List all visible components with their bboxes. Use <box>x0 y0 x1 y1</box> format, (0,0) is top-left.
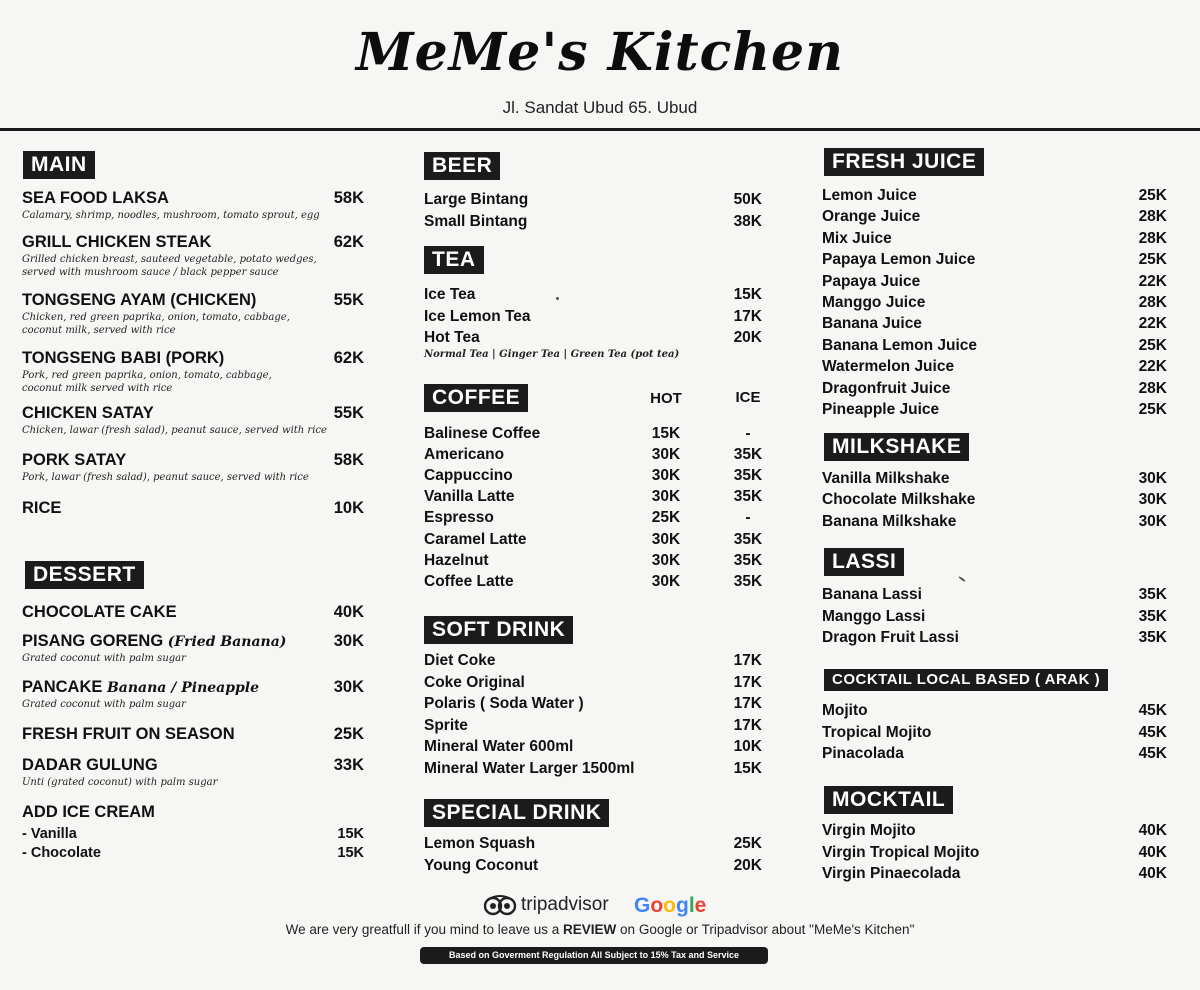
coffee-item-ice-price: 35K <box>733 572 763 590</box>
drink-item-name: Pineapple Juice <box>822 401 940 418</box>
drink-item-price: 17K <box>733 716 762 734</box>
tripadvisor-logo[interactable] <box>483 894 609 916</box>
drink-item-price: 40K <box>1138 822 1167 839</box>
menu-item-price: 55K <box>333 404 364 422</box>
drink-item-name: Dragonfruit Juice <box>822 379 951 397</box>
drink-item-name: Pinacolada <box>822 745 904 762</box>
drink-item-name: Papaya Lemon Juice <box>822 251 976 269</box>
drink-item-name: Coke Original <box>424 673 525 691</box>
drink-item-price: 35K <box>1138 586 1167 603</box>
drink-item-price: 22K <box>1138 358 1167 376</box>
drink-item-name: Watermelon Juice <box>822 358 955 376</box>
drink-item-price: 17K <box>733 307 762 325</box>
coffee-item-hot-price: 30K <box>651 530 681 548</box>
drink-item-name: Ice Lemon Tea <box>424 307 531 325</box>
coffee-item-ice-price: 35K <box>733 551 763 569</box>
dessert-item-name: ADD ICE CREAM <box>22 803 155 821</box>
coffee-item-name: Espresso <box>424 509 494 527</box>
dessert-item-description: Grated coconut with palm sugar <box>22 653 186 664</box>
dessert-item-price: 30K <box>333 632 364 650</box>
restaurant-title: MeMe's Kitchen <box>356 22 844 83</box>
dessert-item-name: PANCAKE Banana / Pineapple <box>22 678 260 696</box>
drink-item-name: Mix Juice <box>822 229 892 247</box>
drink-item-price: 28K <box>1138 208 1167 226</box>
dessert-item-price: 30K <box>333 678 364 696</box>
menu-item-price: 10K <box>333 499 364 517</box>
coffee-item-name: Caramel Latte <box>424 530 527 548</box>
drink-item-price: 45K <box>1138 745 1167 762</box>
dessert-item-description: Unti (grated coconut) with palm sugar <box>22 777 218 788</box>
drink-item-price: 28K <box>1138 294 1167 311</box>
google-letter: o <box>650 894 664 917</box>
tax-notice-badge: Based on Goverment Regulation All Subject to 15% Tax and Service <box>420 947 768 964</box>
coffee-item-hot-price: 30K <box>651 488 681 506</box>
drink-item-name: Banana Lassi <box>822 586 922 603</box>
drink-item-price: 45K <box>1138 723 1167 741</box>
menu-item-name: SEA FOOD LAKSA <box>22 189 169 207</box>
drink-item-name: Orange Juice <box>822 208 921 226</box>
drink-item-name: Sprite <box>424 716 468 734</box>
drink-item-price: 10K <box>733 738 762 756</box>
drink-item-name: Mineral Water 600ml <box>424 738 574 756</box>
drink-item-name: Banana Milkshake <box>822 512 957 530</box>
drink-item-name: Banana Lemon Juice <box>822 336 978 354</box>
menu-item-name: TONGSENG AYAM (CHICKEN) <box>22 291 257 309</box>
section-heading-tea: TEA <box>424 246 484 274</box>
dessert-item-description: Grated coconut with palm sugar <box>22 699 186 710</box>
drink-item-price: 15K <box>733 286 762 303</box>
menu-header <box>0 0 1200 130</box>
coffee-item-ice-price: 35K <box>733 530 763 548</box>
section-heading-coffee: COFFEE <box>424 384 528 412</box>
section-heading-special-drink: SPECIAL DRINK <box>424 799 609 827</box>
drink-item-price: 25K <box>1138 187 1167 204</box>
drink-item-price: 25K <box>733 835 762 852</box>
drink-item-name: Hot Tea <box>424 329 480 346</box>
drink-item-price: 40K <box>1138 843 1167 861</box>
google-logo[interactable] <box>634 894 706 918</box>
menu-item-description: Pork, red green paprika, onion, tomato, cabbage, <box>22 370 272 381</box>
coffee-item-ice-price: - <box>745 425 751 442</box>
restaurant-address: Jl. Sandat Ubud 65. Ubud <box>502 98 698 117</box>
google-letter: G <box>634 894 651 917</box>
dessert-item-price: 33K <box>333 756 364 774</box>
google-letter: g <box>676 894 689 917</box>
dessert-item-price: 15K <box>337 845 364 861</box>
section-heading-dessert: DESSERT <box>25 561 144 589</box>
menu-item-name: PORK SATAY <box>22 451 127 469</box>
coffee-item-name: Balinese Coffee <box>424 425 541 442</box>
coffee-item-hot-price: 15K <box>651 425 681 442</box>
google-letter: o <box>663 894 676 917</box>
google-letter: l <box>688 894 695 917</box>
coffee-item-name: Hazelnut <box>424 551 489 569</box>
coffee-item-ice-price: 35K <box>733 446 763 464</box>
tripadvisor-owl-icon <box>483 894 517 916</box>
drink-item-name: Virgin Mojito <box>822 822 916 839</box>
dessert-item-name: FRESH FRUIT ON SEASON <box>22 725 235 743</box>
drink-item-name: Manggo Lassi <box>822 607 926 625</box>
drink-item-price: 45K <box>1138 702 1167 719</box>
coffee-item-ice-price: 35K <box>733 488 763 506</box>
coffee-item-ice-price: - <box>745 509 751 527</box>
dessert-item-price: 15K <box>337 826 364 842</box>
drink-item-price: 25K <box>1138 401 1167 418</box>
drink-item-price: 25K <box>1138 336 1167 354</box>
dessert-item-name: - Chocolate <box>22 845 101 861</box>
tripadvisor-wordmark: tripadvisor <box>521 894 609 915</box>
menu-item-description: Chicken, lawar (fresh salad), peanut sauce, served with rice <box>22 425 327 436</box>
menu-item-price: 55K <box>333 291 364 309</box>
drink-item-price: 22K <box>1138 315 1167 333</box>
dessert-item-name: DADAR GULUNG <box>22 756 158 774</box>
tea-options-note: Normal Tea | Ginger Tea | Green Tea (pot tea) <box>424 349 680 360</box>
review-logos <box>0 894 1200 924</box>
drink-item-price: 38K <box>733 212 762 230</box>
menu-item-description: Grilled chicken breast, sauteed vegetable, potato wedges, <box>22 254 317 265</box>
section-heading-soft-drink: SOFT DRINK <box>424 616 573 644</box>
menu-item-name: TONGSENG BABI (PORK) <box>22 349 225 367</box>
drink-item-price: 30K <box>1138 491 1167 509</box>
google-letter: e <box>694 894 707 917</box>
coffee-item-hot-price: 30K <box>651 467 681 485</box>
drink-item-name: Diet Coke <box>424 652 496 669</box>
drink-item-price: 30K <box>1138 512 1167 530</box>
menu-item-name: CHICKEN SATAY <box>22 404 154 422</box>
drink-item-name: Lemon Squash <box>424 835 536 852</box>
dessert-item-price: 40K <box>333 603 364 621</box>
drink-item-price: 17K <box>733 652 762 669</box>
drink-item-name: Chocolate Milkshake <box>822 491 976 509</box>
drink-item-name: Virgin Tropical Mojito <box>822 843 980 861</box>
coffee-item-hot-price: 25K <box>651 509 681 527</box>
drink-item-price: 17K <box>733 695 762 713</box>
coffee-column-hot: HOT <box>650 390 682 407</box>
section-heading-milkshake: MILKSHAKE <box>824 433 969 461</box>
drink-item-name: Banana Juice <box>822 315 922 333</box>
drink-item-price: 50K <box>733 191 762 208</box>
drink-item-name: Polaris ( Soda Water ) <box>424 695 584 713</box>
coffee-column-ice: ICE <box>735 389 761 406</box>
drink-item-name: Dragon Fruit Lassi <box>822 629 959 646</box>
menu-item-name: RICE <box>22 499 62 517</box>
drink-item-name: Lemon Juice <box>822 187 917 204</box>
menu-item-name: GRILL CHICKEN STEAK <box>22 233 212 251</box>
dessert-item-name: PISANG GORENG (Fried Banana) <box>22 632 287 650</box>
section-heading-beer: BEER <box>424 152 500 180</box>
drink-item-name: Mojito <box>822 702 868 719</box>
dessert-item-price: 25K <box>333 725 364 743</box>
dessert-item-variant: Banana / Pineapple <box>106 680 260 696</box>
drink-item-name: Tropical Mojito <box>822 723 932 741</box>
drink-item-name: Vanilla Milkshake <box>822 470 950 487</box>
coffee-item-name: Americano <box>424 446 505 464</box>
dessert-item-name: CHOCOLATE CAKE <box>22 603 177 621</box>
menu-item-description: Calamary, shrimp, noodles, mushroom, tomato sprout, egg <box>22 210 320 221</box>
drink-item-name: Ice Tea <box>424 286 476 303</box>
print-speck <box>556 297 559 300</box>
coffee-item-hot-price: 30K <box>651 551 681 569</box>
drink-item-price: 40K <box>1138 865 1167 883</box>
drink-item-price: 28K <box>1138 379 1167 397</box>
menu-item-price: 62K <box>333 349 364 367</box>
section-heading-mocktail: MOCKTAIL <box>824 786 953 814</box>
section-heading-cocktail: COCKTAIL LOCAL BASED ( ARAK ) <box>824 669 1108 691</box>
menu-item-price: 58K <box>333 451 364 469</box>
menu-item-description: Chicken, red green paprika, onion, tomato, cabbage, <box>22 312 290 323</box>
menu-item-description: served with mushroom sauce / black pepper sauce <box>22 266 279 278</box>
menu-item-description: Pork, lawar (fresh salad), peanut sauce, served with rice <box>22 472 309 483</box>
drink-item-price: 17K <box>733 673 762 691</box>
print-speck <box>958 576 966 582</box>
drink-item-name: Mineral Water Larger 1500ml <box>424 760 635 777</box>
menu-item-description: coconut milk, served with rice <box>22 324 176 336</box>
drink-item-name: Small Bintang <box>424 212 528 230</box>
review-request: We are very greatfull if you mind to leave us a REVIEW on Google or Tripadvisor about "MeMe's Kitchen" <box>285 922 915 937</box>
drink-item-price: 15K <box>733 760 762 777</box>
drink-item-price: 20K <box>733 329 762 346</box>
drink-item-price: 25K <box>1138 251 1167 269</box>
drink-item-price: 35K <box>1138 607 1167 625</box>
dessert-item-name: - Vanilla <box>22 826 77 842</box>
drink-item-name: Virgin Pinaecolada <box>822 865 961 883</box>
menu-item-price: 58K <box>333 189 364 207</box>
section-heading-main: MAIN <box>23 151 95 179</box>
coffee-item-ice-price: 35K <box>733 467 763 485</box>
section-heading-lassi: LASSI <box>824 548 904 576</box>
coffee-item-hot-price: 30K <box>651 572 681 590</box>
drink-item-price: 22K <box>1138 272 1167 290</box>
drink-item-price: 20K <box>733 856 762 874</box>
drink-item-name: Manggo Juice <box>822 294 926 311</box>
drink-item-price: 35K <box>1138 629 1167 646</box>
coffee-item-name: Coffee Latte <box>424 572 514 590</box>
drink-item-name: Large Bintang <box>424 191 529 208</box>
header-divider <box>0 128 1200 131</box>
drink-item-name: Papaya Juice <box>822 272 921 290</box>
coffee-item-hot-price: 30K <box>651 446 681 464</box>
drink-item-price: 30K <box>1138 470 1167 487</box>
dessert-item-variant: (Fried Banana) <box>167 634 287 650</box>
menu-item-price: 62K <box>333 233 364 251</box>
section-heading-fresh-juice: FRESH JUICE <box>824 148 984 176</box>
drink-item-name: Young Coconut <box>424 856 539 874</box>
drink-item-price: 28K <box>1138 229 1167 247</box>
menu-item-description: coconut milk served with rice <box>22 382 173 394</box>
coffee-item-name: Vanilla Latte <box>424 488 515 506</box>
coffee-item-name: Cappuccino <box>424 467 513 485</box>
